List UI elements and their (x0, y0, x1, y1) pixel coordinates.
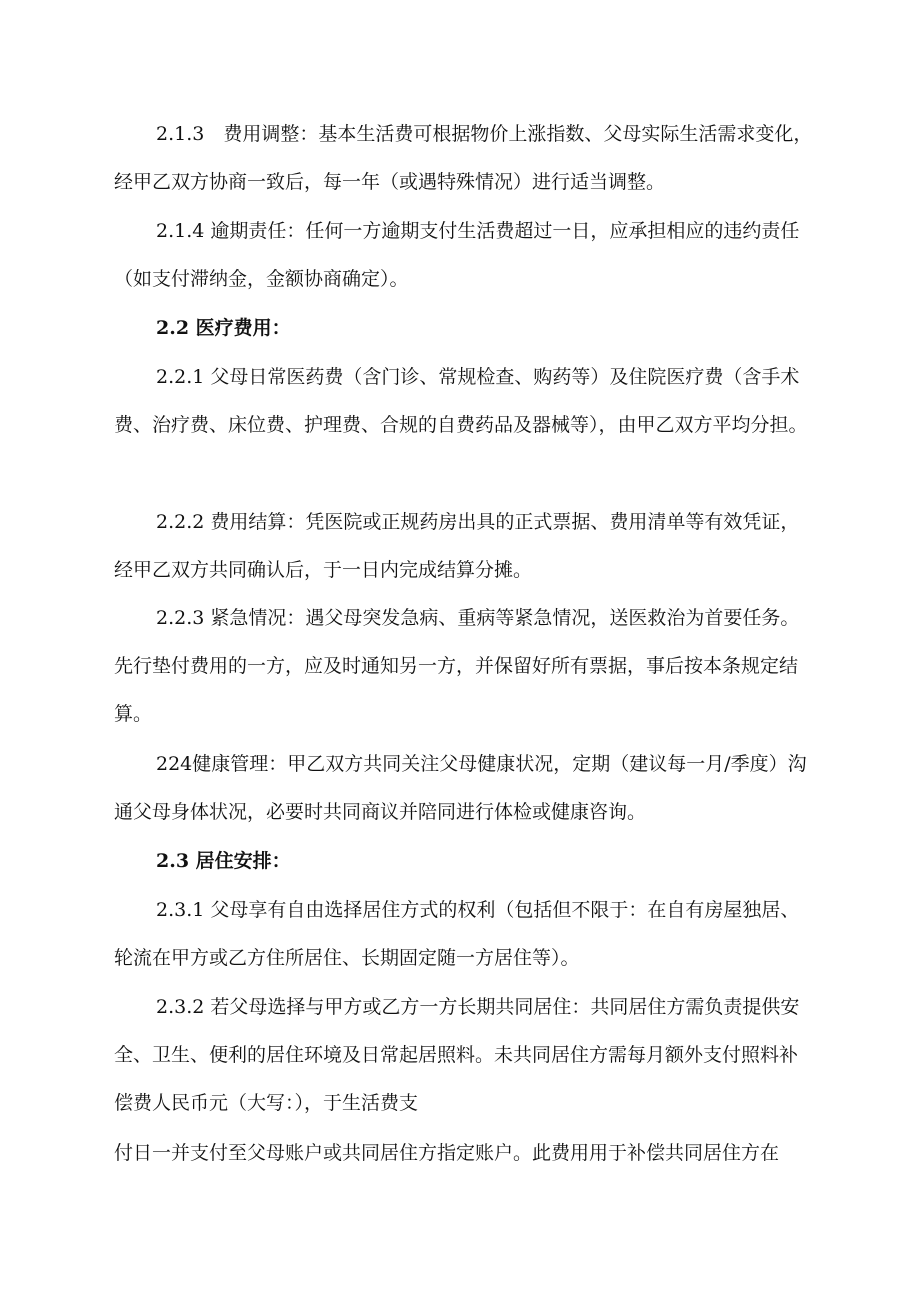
clause-2-2-2: 2.2.2 费用结算：凭医院或正规药房出具的正式票据、费用清单等有效凭证，经甲乙双方共同确认后，于一日内完成结算分摊。 (114, 511, 800, 581)
clause-2-3-2-continued: 付日一并支付至父母账户或共同居住方指定账户。此费用用于补偿共同居住方在 (114, 1142, 780, 1164)
clause-2-2-3: 2.2.3 紧急情况：遇父母突发急病、重病等紧急情况，送医救治为首要任务。先行垫付费用的一方，应及时通知另一方，并保留好所有票据，事后按本条规定结算。 (114, 607, 800, 725)
section-heading-2-2: 2.2 医疗费用： (156, 317, 291, 339)
clause-2-2-1: 2.2.1 父母日常医药费（含门诊、常规检查、购药等）及住院医疗费（含手术费、治疗费、床位费、护理费、合规的自费药品及器械等），由甲乙双方平均分担。 (114, 366, 808, 436)
clause-2-1-4: 2.1.4 逾期责任：任何一方逾期支付生活费超过一日，应承担相应的违约责任（如支付滞纳金，金额协商确定）。 (114, 220, 800, 290)
section-heading-2-3: 2.3 居住安排： (156, 850, 291, 872)
clause-2-3-2: 2.3.2 若父母选择与甲方或乙方一方长期共同居住：共同居住方需负责提供安全、卫生、便利的居住环境及日常起居照料。未共同居住方需每月额外支付照料补偿费人民币元（大写：），于生活费支 (114, 996, 800, 1114)
clause-2-3-1: 2.3.1 父母享有自由选择居住方式的权利（包括但不限于：在自有房屋独居、轮流在甲方或乙方住所居住、长期固定随一方居住等）。 (114, 899, 800, 969)
clause-2-1-3: 2.1.3 费用调整：基本生活费可根据物价上涨指数、父母实际生活需求变化，经甲乙双方协商一致后，每一年（或遇特殊情况）进行适当调整。 (114, 123, 813, 193)
clause-2-2-4: 224健康管理：甲乙双方共同关注父母健康状况，定期（建议每一月/季度）沟通父母身体状况，必要时共同商议并陪同进行体检或健康咨询。 (114, 753, 807, 823)
